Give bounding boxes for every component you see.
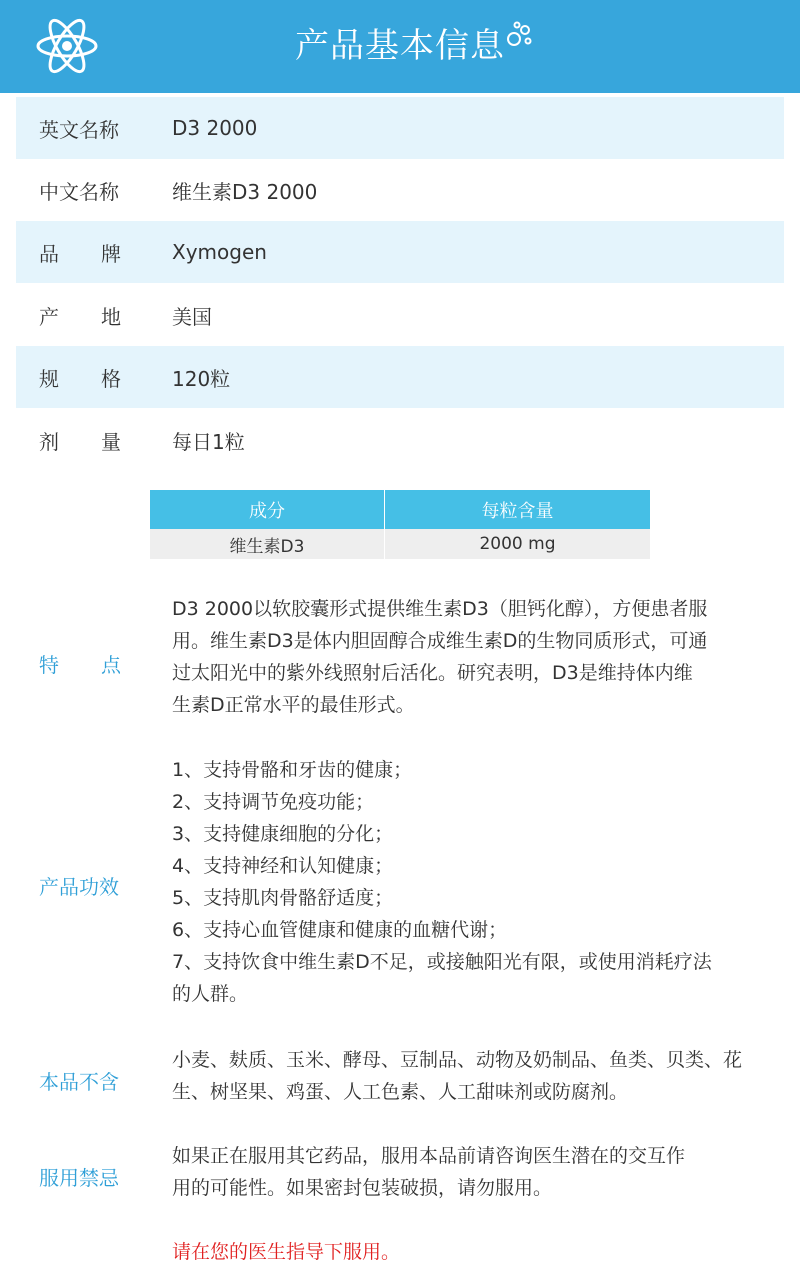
info-value: 维生素D3 2000: [172, 179, 318, 204]
text-line: 用。维生素D3是体内胆固醇合成维生素D的生物同质形式，可通: [172, 630, 708, 652]
text-line: 生素D正常水平的最佳形式。: [172, 694, 415, 716]
efficacy-label: 产品功效: [39, 875, 119, 899]
list-item: 6、支持心血管健康和健康的血糖代谢；: [172, 919, 508, 941]
list-item: 3、支持健康细胞的分化；: [172, 823, 394, 845]
contraindications-label: 服用禁忌: [39, 1166, 119, 1190]
info-label: 产 地: [39, 304, 121, 329]
header-ingredient: 成 分: [150, 490, 385, 529]
ingredients-table: [150, 490, 650, 559]
table-row: [150, 529, 650, 559]
info-label: 剂 量: [39, 429, 121, 454]
features-text: [172, 593, 752, 721]
page-title: 产品基本信息: [295, 26, 505, 66]
text-line: 过太阳光中的紫外线照射后活化。研究表明，D3是维持体内维: [172, 662, 693, 684]
info-label: 英文名称: [39, 117, 119, 142]
info-row-spec: [16, 346, 784, 408]
list-item: 1、支持骨骼和牙齿的健康；: [172, 759, 413, 781]
info-value: D3 2000: [172, 116, 258, 140]
contraindications-text: [172, 1140, 752, 1204]
info-value: 120粒: [172, 366, 231, 391]
text-line: D3 2000以软胶囊形式提供维生素D3（胆钙化醇），方便患者服: [172, 598, 708, 620]
text-line: 如果正在服用其它药品，服用本品前请咨询医生潜在的交互作: [172, 1145, 686, 1167]
list-item: 2、支持调节免疫功能；: [172, 791, 375, 813]
info-row-english-name: [16, 97, 784, 159]
text-line: 生、树坚果、鸡蛋、人工色素、人工甜味剂或防腐剂。: [172, 1081, 629, 1103]
efficacy-text: [172, 754, 752, 1010]
info-value: 美国: [172, 304, 212, 329]
excludes-label: 本品不含: [39, 1070, 119, 1094]
header-amount: 每粒含量: [481, 500, 554, 522]
page-header: [0, 0, 800, 93]
ingredient-amount: 2000 mg: [479, 534, 556, 554]
info-row-brand: [16, 221, 784, 283]
bubbles-icon: [505, 20, 533, 48]
info-label: 中文名称: [39, 179, 119, 204]
info-value: Xymogen: [172, 240, 267, 264]
list-item: 4、支持神经和认知健康；: [172, 855, 394, 877]
info-row-origin: [16, 284, 784, 346]
info-label: 规 格: [39, 366, 121, 391]
list-item: 7、支持饮食中维生素D不足，或接触阳光有限，或使用消耗疗法: [172, 951, 712, 973]
ingredient-name: 维生素D3: [150, 529, 385, 559]
info-row-chinese-name: [16, 159, 784, 221]
info-label: 品 牌: [39, 241, 121, 266]
list-item: 的人群。: [172, 983, 249, 1005]
excludes-text: [172, 1044, 752, 1108]
text-line: 小麦、麸质、玉米、酵母、豆制品、动物及奶制品、鱼类、贝类、花: [172, 1049, 743, 1071]
info-row-dosage: [16, 409, 784, 471]
list-item: 5、支持肌肉骨骼舒适度；: [172, 887, 394, 909]
text-line: 用的可能性。如果密封包装破损，请勿服用。: [172, 1177, 553, 1199]
info-value: 每日1粒: [172, 429, 245, 454]
features-label: 特 点: [39, 653, 121, 677]
doctor-warning: 请在您的医生指导下服用。: [172, 1241, 401, 1263]
ingredients-table-header: [150, 490, 650, 529]
